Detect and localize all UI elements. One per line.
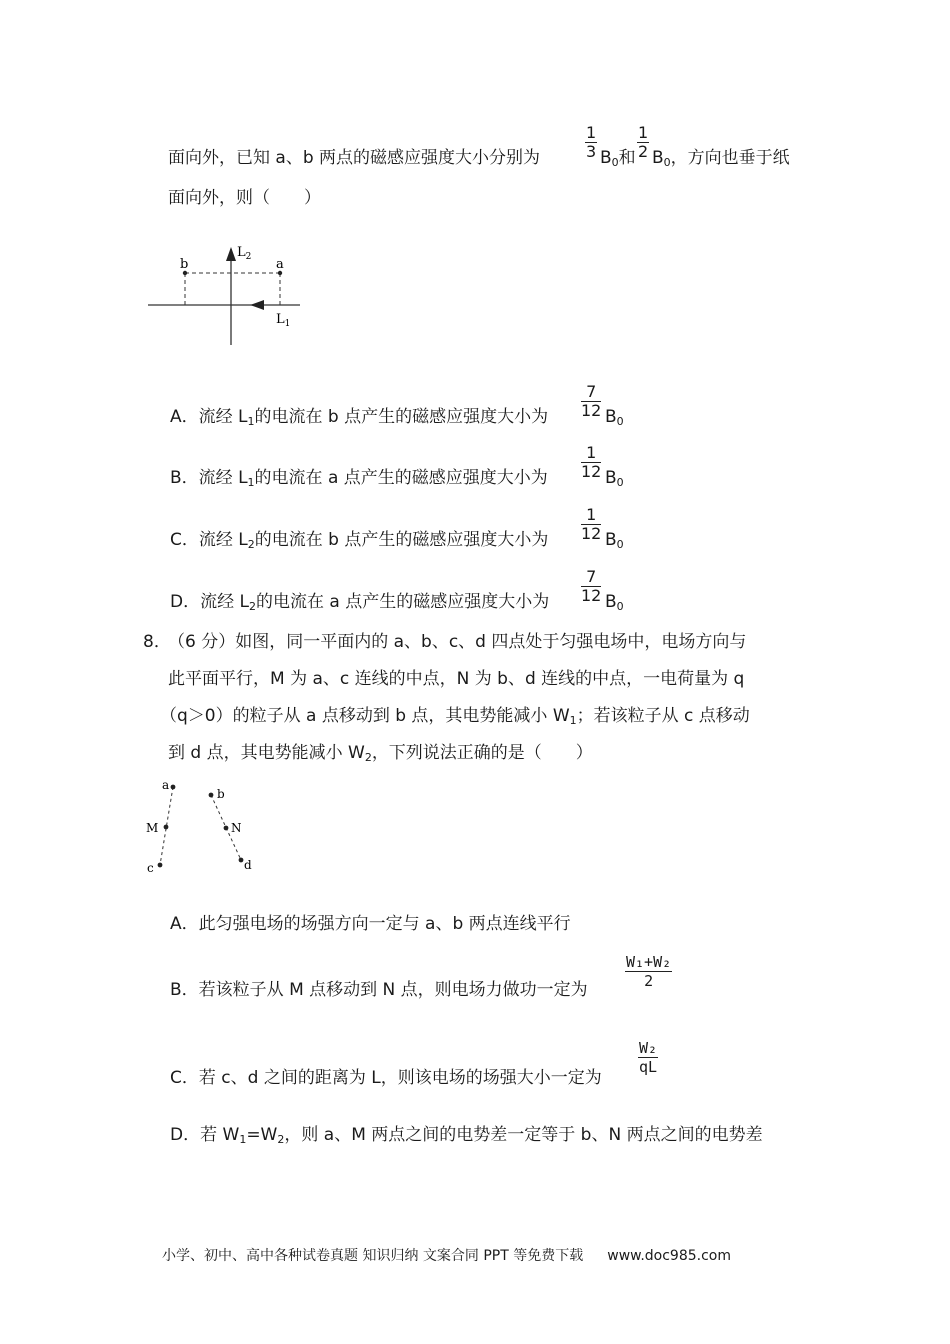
q7-line1-suffix: $B_0$，方向也垂于纸 (652, 148, 790, 169)
q7-option-d: D．流经 $L_2$的电流在 a 点产生的磁感应强度大小为 (170, 592, 550, 613)
label-a: a (162, 778, 170, 792)
q8-points-figure (140, 775, 270, 880)
q7-line2: 面向外，则（ ） (168, 188, 321, 208)
q8-option-c-frac: $\frac{\text{W₂}}{qL}$ (639, 1039, 658, 1076)
q7-option-c: C．流经 $L_2$的电流在 b 点产生的磁感应强度大小为 (170, 530, 549, 551)
q7-wire-figure (145, 225, 310, 350)
point-d (239, 858, 244, 863)
point-a (171, 785, 176, 790)
q8-option-b-frac: $\frac{\text{W₁+W₂}}{2}$ (626, 953, 672, 990)
q7-option-b: B．流经 $L_1$的电流在 a 点产生的磁感应强度大小为 (170, 468, 548, 489)
wire-L2-arrow-icon (226, 247, 236, 261)
point-b (209, 793, 214, 798)
label-c: c (147, 861, 154, 875)
q8-option-a: A．此匀强电场的场强方向一定与 a、b 两点连线平行 (170, 914, 571, 934)
q7-option-a-frac: $\frac{7}{12}$ (581, 382, 602, 420)
q7-frac-one-half: $\frac{1}{2}$ (638, 123, 649, 161)
label-d: d (244, 858, 252, 872)
label-M: M (146, 821, 159, 835)
label-a: a (276, 257, 284, 272)
footer-url[interactable]: www.doc985.com (607, 1248, 731, 1264)
q7-option-d-frac: $\frac{7}{12}$ (581, 567, 602, 605)
q8-option-d: D．若 $W_1=W_2$，则 a、M 两点之间的电势差一定等于 b、N 两点之间的电势差 (170, 1125, 763, 1146)
footer-text: 小学、初中、高中各种试卷真题 知识归纳 文案合同 PPT 等免费下载 (162, 1248, 584, 1264)
label-L2: $L_2$ (237, 245, 252, 262)
q7-option-d-unit: $B_0$ (605, 592, 624, 613)
q8-option-b: B．若该粒子从 M 点移动到 N 点，则电场力做功一定为 (170, 980, 588, 1000)
q8-line4: 到 d 点，其电势能减小 $W_2$，下列说法正确的是（ ） (168, 743, 593, 764)
q7-line1: 面向外，已知 a、b 两点的磁感应强度大小分别为 (168, 148, 541, 168)
q7-option-b-unit: $B_0$ (605, 468, 624, 489)
wire-L1-arrow-icon (250, 300, 264, 310)
q8-option-c: C．若 c、d 之间的距离为 L，则该电场的场强大小一定为 (170, 1068, 602, 1088)
q7-option-c-unit: $B_0$ (605, 530, 624, 551)
q8-line2: 此平面平行，M 为 a、c 连线的中点，N 为 b、d 连线的中点，一电荷量为 q (168, 669, 745, 689)
q7-option-a-unit: $B_0$ (605, 407, 624, 428)
label-N: N (231, 821, 242, 835)
label-b: b (180, 257, 189, 272)
q7-option-b-frac: $\frac{1}{12}$ (581, 443, 602, 481)
label-b: b (217, 787, 225, 801)
point-c (158, 863, 163, 868)
q7-option-a: A．流经 $L_1$的电流在 b 点产生的磁感应强度大小为 (170, 407, 549, 428)
q8-line3: （q＞0）的粒子从 a 点移动到 b 点，其电势能减小 $W_1$；若该粒子从 c 点移动 (160, 706, 750, 727)
label-L1: $L_1$ (276, 312, 291, 329)
point-M (164, 825, 169, 830)
point-N (224, 826, 229, 831)
q7-option-c-frac: $\frac{1}{12}$ (581, 505, 602, 543)
q7-frac-one-third: $\frac{1}{3}$ (586, 123, 597, 161)
q8-line1: （6 分）如图，同一平面内的 a、b、c、d 四点处于匀强电场中，电场方向与 (168, 632, 747, 652)
q7-line1-b0: $B_0$和 (600, 148, 636, 169)
q8-number: 8． (143, 632, 171, 652)
page-footer (162, 1245, 731, 1265)
